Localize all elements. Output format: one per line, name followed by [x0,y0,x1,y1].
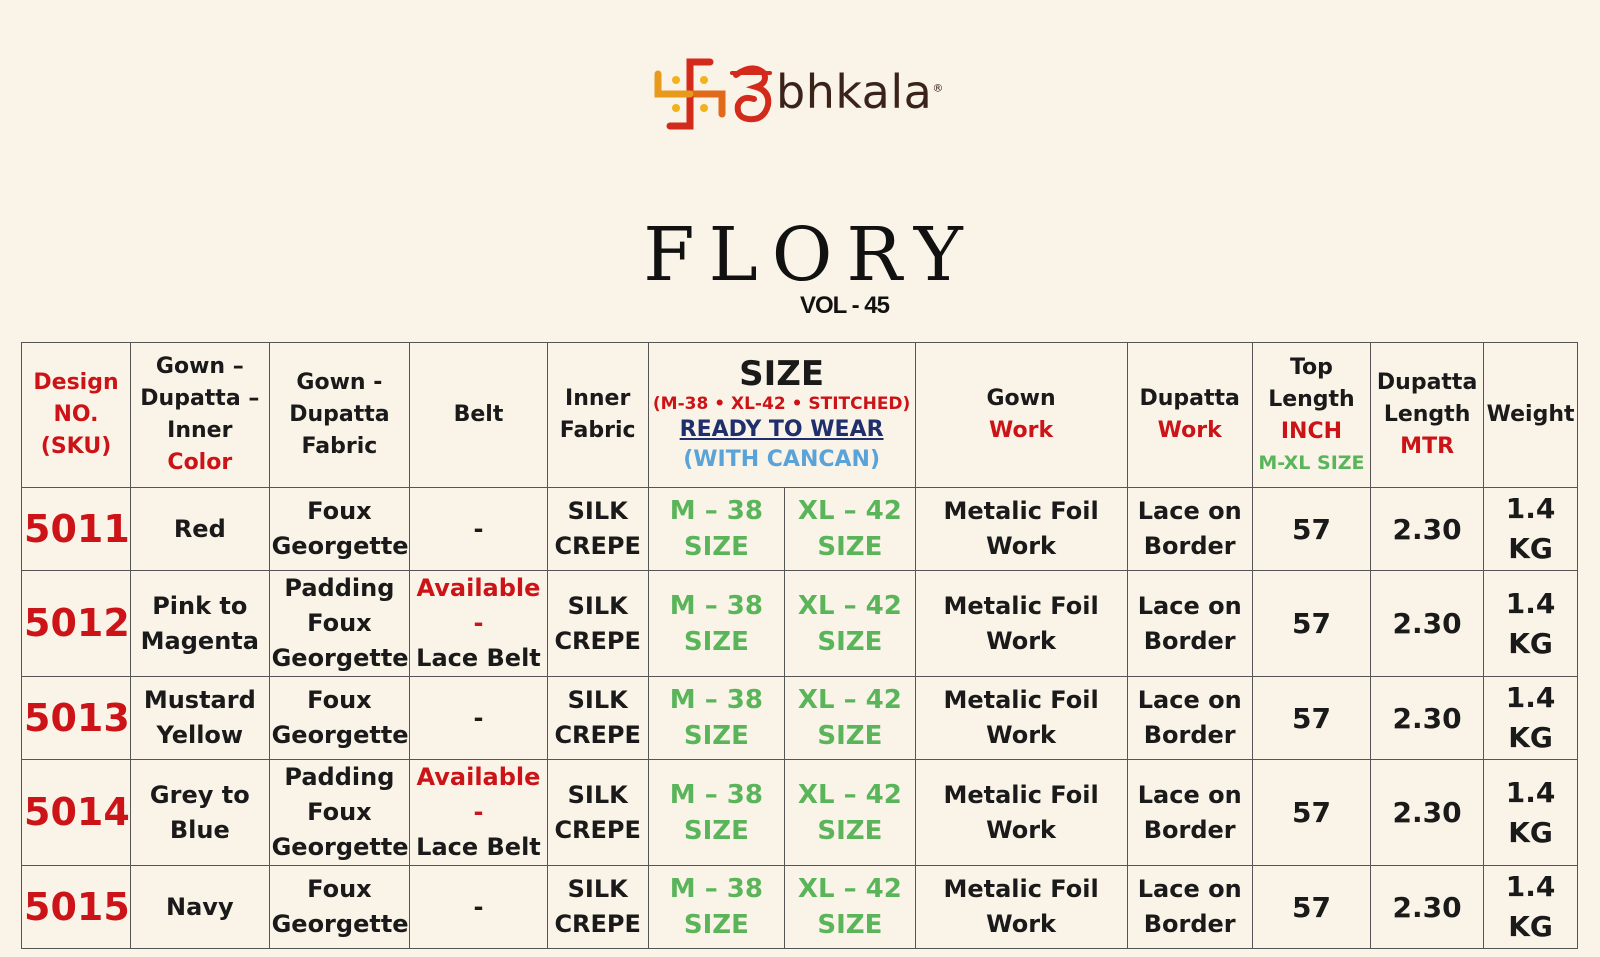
top-length-cell: 57 [1252,866,1370,949]
collection-title: FLORY [643,212,977,298]
fabric-cell: Foux Georgette [269,677,410,760]
belt-cell: - [410,677,548,760]
weight-cell: 1.4 KG [1484,866,1578,949]
header-top-length: Top Length INCH M-XL SIZE [1252,343,1370,488]
size-xl-cell: XL – 42 SIZE [785,488,915,571]
inner-fabric-cell: SILK CREPE [547,760,648,866]
sku-cell: 5012 [22,571,131,677]
dupatta-work-cell: Lace on Border [1127,488,1252,571]
dupatta-length-cell: 2.30 [1371,677,1484,760]
size-xl-cell: XL – 42 SIZE [785,760,915,866]
header-belt: Belt [410,343,548,488]
color-cell: Grey to Blue [131,760,270,866]
sku-cell: 5014 [22,760,131,866]
size-m-cell: M – 38 SIZE [648,866,785,949]
header-weight: Weight [1484,343,1578,488]
size-m-cell: M – 38 SIZE [648,677,785,760]
table-header-row [22,343,1578,488]
inner-fabric-cell: SILK CREPE [547,866,648,949]
sku-cell: 5015 [22,866,131,949]
catalog-table [21,342,1578,949]
top-length-cell: 57 [1252,760,1370,866]
color-cell: Mustard Yellow [131,677,270,760]
color-cell: Red [131,488,270,571]
gown-work-cell: Metalic Foil Work [915,866,1127,949]
swastika-logo-icon [652,54,728,134]
table-row [22,760,1578,866]
dupatta-length-cell: 2.30 [1371,571,1484,677]
gown-work-cell: Metalic Foil Work [915,677,1127,760]
top-length-cell: 57 [1252,571,1370,677]
collection-volume: VOL - 45 [800,292,889,319]
table-row [22,677,1578,760]
header-dupatta-work: Dupatta Work [1127,343,1252,488]
belt-cell: Available - Lace Belt [410,760,548,866]
inner-fabric-cell: SILK CREPE [547,488,648,571]
gown-work-cell: Metalic Foil Work [915,571,1127,677]
table-row [22,488,1578,571]
dupatta-length-cell: 2.30 [1371,760,1484,866]
sku-cell: 5011 [22,488,131,571]
weight-cell: 1.4 KG [1484,571,1578,677]
script-letter-icon [728,59,774,129]
inner-fabric-cell: SILK CREPE [547,677,648,760]
dupatta-length-cell: 2.30 [1371,866,1484,949]
inner-fabric-cell: SILK CREPE [547,571,648,677]
color-cell: Pink to Magenta [131,571,270,677]
dupatta-work-cell: Lace on Border [1127,866,1252,949]
fabric-cell: Foux Georgette [269,488,410,571]
dupatta-work-cell: Lace on Border [1127,571,1252,677]
belt-cell: - [410,866,548,949]
header-gown-work: Gown Work [915,343,1127,488]
size-m-cell: M – 38 SIZE [648,760,785,866]
gown-work-cell: Metalic Foil Work [915,488,1127,571]
color-cell: Navy [131,866,270,949]
header-design-no: Design NO. (SKU) [22,343,131,488]
header-fabric: Gown - Dupatta Fabric [269,343,410,488]
size-xl-cell: XL – 42 SIZE [785,866,915,949]
dupatta-work-cell: Lace on Border [1127,677,1252,760]
top-length-cell: 57 [1252,488,1370,571]
header-size: SIZE (M-38 • XL-42 • STITCHED) READY TO WEAR (WITH CANCAN) [648,343,915,488]
weight-cell: 1.4 KG [1484,760,1578,866]
size-xl-cell: XL – 42 SIZE [785,571,915,677]
size-m-cell: M – 38 SIZE [648,571,785,677]
size-m-cell: M – 38 SIZE [648,488,785,571]
header-dupatta-length: Dupatta Length MTR [1371,343,1484,488]
belt-cell: Available - Lace Belt [410,571,548,677]
weight-cell: 1.4 KG [1484,677,1578,760]
fabric-cell: Padding Foux Georgette [269,571,410,677]
sku-cell: 5013 [22,677,131,760]
top-length-cell: 57 [1252,677,1370,760]
fabric-cell: Foux Georgette [269,866,410,949]
brand-name: bhkala® [776,65,944,119]
belt-cell: - [410,488,548,571]
weight-cell: 1.4 KG [1484,488,1578,571]
dupatta-work-cell: Lace on Border [1127,760,1252,866]
header-color: Gown – Dupatta – Inner Color [131,343,270,488]
table-row [22,866,1578,949]
header-inner-fabric: Inner Fabric [547,343,648,488]
size-xl-cell: XL – 42 SIZE [785,677,915,760]
dupatta-length-cell: 2.30 [1371,488,1484,571]
gown-work-cell: Metalic Foil Work [915,760,1127,866]
fabric-cell: Padding Foux Georgette [269,760,410,866]
table-row [22,571,1578,677]
brand-logo [652,52,944,136]
